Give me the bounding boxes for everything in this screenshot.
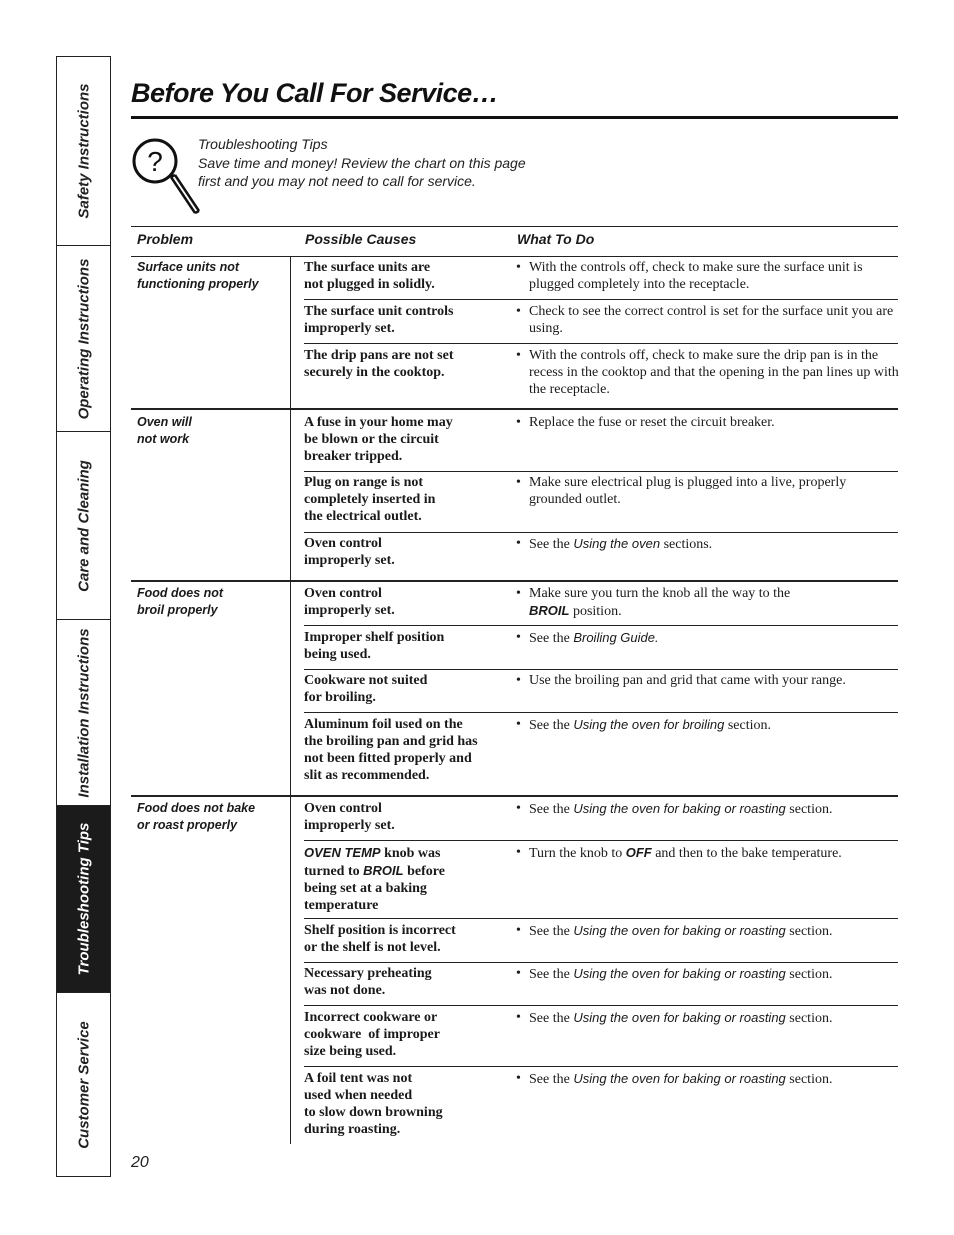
todo-text: • Replace the fuse or reset the circuit breaker. xyxy=(516,415,775,430)
row-rule xyxy=(304,1005,898,1006)
cause-text: Oven control improperly set. xyxy=(304,536,395,568)
section-tabs xyxy=(56,56,111,1177)
cause-text: Aluminum foil used on the the broiling pan and grid has not been fitted properly and slit as recommended. xyxy=(304,717,478,783)
header-problem: Problem xyxy=(137,231,194,247)
page-number: 20 xyxy=(131,1154,149,1171)
column-divider xyxy=(290,797,291,1144)
cause-text: Cookware not suited for broiling. xyxy=(304,673,428,705)
question-magnifier-icon xyxy=(131,133,203,221)
problem-label: Food does not broil properly xyxy=(137,586,224,617)
todo-text: • With the controls off, check to make sure the surface unit is plugged completely into the receptacle. xyxy=(516,260,863,292)
row-rule xyxy=(304,625,898,626)
row-rule xyxy=(304,1066,898,1067)
todo-text: • Check to see the correct control is set for the surface unit you are using. xyxy=(516,304,894,336)
todo-text: • Make sure you turn the knob all the way to the BROIL position. xyxy=(516,586,791,619)
table-top-rule xyxy=(131,226,898,227)
tab-customer-service[interactable]: Customer Service xyxy=(75,1020,92,1149)
cause-text: Incorrect cookware or cookware of improper size being used. xyxy=(304,1010,440,1059)
problem-label: Oven will not work xyxy=(137,415,192,446)
tips-line: first and you may not need to call for service. xyxy=(198,173,476,189)
group-rule xyxy=(131,408,898,410)
cause-text: Plug on range is not completely inserted in the electrical outlet. xyxy=(304,475,436,524)
tips-intro xyxy=(198,135,526,191)
tab-operating-instructions[interactable]: Operating Instructions xyxy=(57,246,110,432)
todo-text: • See the Using the oven for broiling section. xyxy=(516,717,772,733)
todo-text: • Use the broiling pan and grid that came with your range. xyxy=(516,673,846,688)
tips-line: Save time and money! Review the chart on this page xyxy=(198,154,526,171)
group-rule xyxy=(131,795,898,797)
cause-text: OVEN TEMP knob was turned to BROIL before being set at a baking temperature xyxy=(304,845,445,913)
column-divider xyxy=(290,410,291,580)
cause-text: The surface unit controls improperly set. xyxy=(304,304,454,336)
cause-text: Oven control improperly set. xyxy=(304,586,395,618)
cause-text: The drip pans are not set securely in the cooktop. xyxy=(304,348,454,380)
header-possible-causes: Possible Causes xyxy=(305,231,417,247)
page-title: Before You Call For Service… xyxy=(131,78,499,108)
todo-text: • See the Broiling Guide. xyxy=(516,630,659,646)
cause-text: Shelf position is incorrect or the shelf is not level. xyxy=(304,923,456,955)
todo-text: • With the controls off, check to make sure the drip pan is in the recess in the cooktop and that the opening in the pan lines up with the receptacle. xyxy=(516,348,899,397)
cause-text: Improper shelf position being used. xyxy=(304,630,445,662)
tab-installation-instructions[interactable]: Installation Instructions xyxy=(57,620,110,806)
todo-text: • See the Using the oven sections. xyxy=(516,536,713,552)
cause-text: The surface units are not plugged in solidly. xyxy=(304,260,435,292)
header-what-to-do: What To Do xyxy=(517,231,595,247)
tips-heading: Troubleshooting Tips xyxy=(198,136,328,152)
todo-text: • See the Using the oven for baking or roasting section. xyxy=(516,1010,833,1026)
todo-text: • See the Using the oven for baking or roasting section. xyxy=(516,801,833,817)
column-divider xyxy=(290,582,291,796)
todo-text: • See the Using the oven for baking or roasting section. xyxy=(516,966,833,982)
cause-text: Necessary preheating was not done. xyxy=(304,966,432,998)
tab-troubleshooting-tips[interactable]: Troubleshooting Tips xyxy=(57,806,110,993)
row-rule xyxy=(304,532,898,533)
cause-text: A foil tent was not used when needed to slow down browning during roasting. xyxy=(304,1071,443,1137)
row-rule xyxy=(304,962,898,963)
todo-text: • See the Using the oven for baking or roasting section. xyxy=(516,1071,833,1087)
cause-text: Oven control improperly set. xyxy=(304,801,395,833)
todo-text: • See the Using the oven for baking or roasting section. xyxy=(516,923,833,939)
row-rule xyxy=(304,918,898,919)
header-rule xyxy=(131,256,898,257)
row-rule xyxy=(304,840,898,841)
row-rule xyxy=(304,669,898,670)
row-rule xyxy=(304,299,898,300)
group-rule xyxy=(131,580,898,582)
tab-safety-instructions[interactable]: Safety Instructions xyxy=(57,57,110,246)
cause-text: A fuse in your home may be blown or the circuit breaker tripped. xyxy=(304,415,453,464)
row-rule xyxy=(304,712,898,713)
problem-label: Surface units not functioning properly xyxy=(137,260,259,291)
svg-text:?: ? xyxy=(147,146,163,177)
row-rule xyxy=(304,471,898,472)
tab-care-and-cleaning[interactable]: Care and Cleaning xyxy=(57,432,110,620)
row-rule xyxy=(304,343,898,344)
title-rule xyxy=(131,116,898,119)
todo-text: • Turn the knob to OFF and then to the bake temperature. xyxy=(516,845,842,861)
todo-text: • Make sure electrical plug is plugged into a live, properly grounded outlet. xyxy=(516,475,847,507)
column-divider xyxy=(290,257,291,408)
problem-label: Food does not bake or roast properly xyxy=(137,801,256,832)
